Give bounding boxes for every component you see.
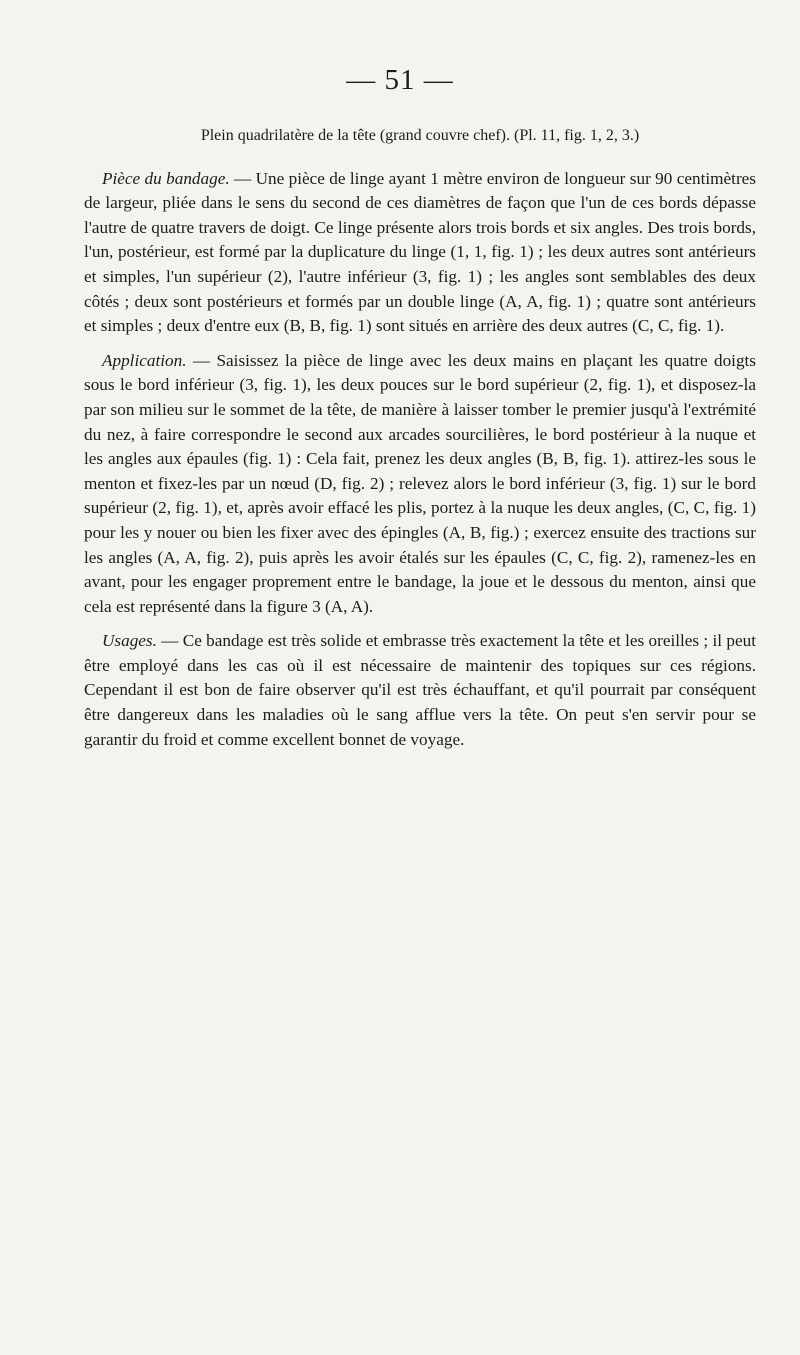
- paragraph-title: Application.: [102, 350, 187, 370]
- paragraph-piece-du-bandage: [84, 167, 756, 339]
- paragraph-title: Pièce du bandage.: [102, 168, 230, 188]
- section-heading: Plein quadrilatère de la tête (grand couvre chef). (Pl. 11, fig. 1, 2, 3.): [200, 127, 640, 144]
- paragraph-body: — Saisissez la pièce de linge avec les deux mains en plaçant les quatre doigts sous le bord inférieur (3, fig. 1), les deux pouces sur le bord supérieur (2, fig. 1), et disposez-la par son milieu sur le sommet de la tête, de manière à laisser tomber le premier jusqu'à l'extrémité du nez, à faire correspondre le second aux arcades sourcilières, le bord postérieur à la nuque et les angles aux épaules (fig. 1) : Cela fait, prenez les deux angles (B, B, fig. 1). attirez-les sous le menton et fixez-les par un nœud (D, fig. 2) ; relevez alors le bord inférieur (3, fig. 1) sur le bord supérieur (2, fig. 1), et, après avoir effacé les plis, portez à la nuque les deux angles, (C, C, fig. 1) pour les y nouer ou bien les fixer avec des épingles (A, B, fig.) ; exercez ensuite des tractions sur les angles (A, A, fig. 2), puis après les avoir étalés sur les épaules (C, C, fig. 2), ramenez-les en avant, pour les engager proprement entre le bandage, la joue et le dessous du menton, ainsi que cela est représenté dans la figure 3 (A, A).: [84, 350, 756, 616]
- page-number: — 51 —: [346, 64, 454, 96]
- paragraph-usages: [84, 629, 756, 752]
- paragraph-body: — Une pièce de linge ayant 1 mètre environ de longueur sur 90 centimètres de largeur, pliée dans le sens du second de ces diamètres de façon que l'un de ces bords dépasse l'autre de quatre travers de doigt. Ce linge présente alors trois bords et six angles. Des trois bords, l'un, postérieur, est formé par la duplicature du linge (1, 1, fig. 1) ; les deux autres sont antérieurs et simples, l'un supérieur (2), l'autre inférieur (3, fig. 1) ; les angles sont semblables des deux côtés ; deux sont postérieurs et formés par un double linge (A, A, fig. 1) ; quatre sont antérieurs et simples ; deux d'entre eux (B, B, fig. 1) sont situés en arrière des deux autres (C, C, fig. 1).: [84, 168, 756, 336]
- paragraph-title: Usages.: [102, 631, 157, 651]
- paragraph-body: — Ce bandage est très solide et embrasse très exactement la tête et les oreilles ; il peut être employé dans les cas où il est nécessaire de maintenir des topiques sur ces régions. Cependant il est bon de faire observer qu'il est très échauffant, et qu'il pourrait par conséquent être dangereux dans les maladies où le sang afflue vers la tête. On peut s'en servir pour se garantir du froid et comme excellent bonnet de voyage.: [84, 631, 756, 749]
- paragraph-application: [84, 349, 756, 620]
- text-block: [84, 124, 756, 762]
